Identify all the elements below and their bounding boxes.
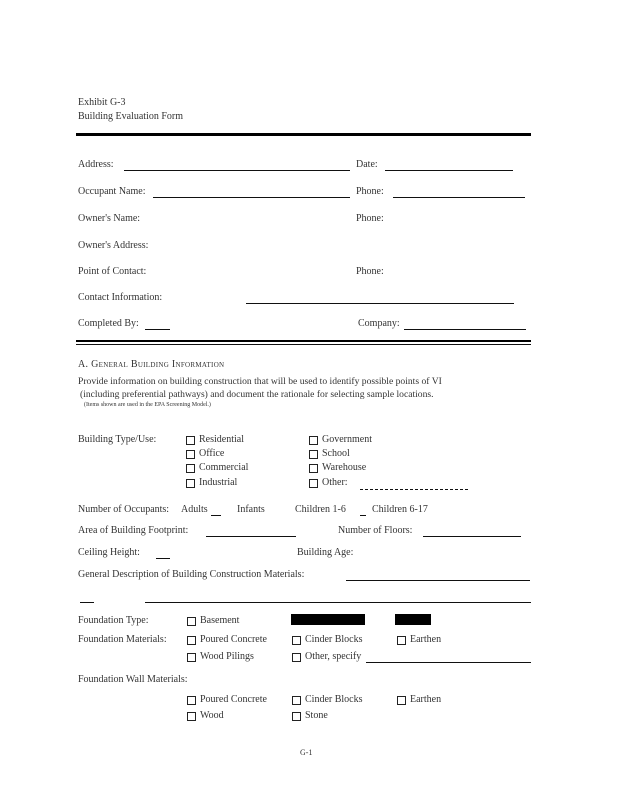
wall-wood-checkbox[interactable]	[187, 712, 196, 721]
section-rule	[76, 340, 531, 342]
wall-cinder-blocks-checkbox[interactable]	[292, 696, 301, 705]
intro-line-1: Provide information on building construction that will be used to identify possible points of VI	[78, 376, 442, 387]
office-checkbox[interactable]	[186, 450, 195, 459]
occupant-name-field[interactable]	[153, 197, 350, 198]
residential-label: Residential	[199, 434, 244, 445]
intro-note: (Items shown are used in the EPA Screening Model.)	[84, 402, 211, 408]
section-a-heading: A. General Building Information	[78, 359, 225, 370]
industrial-label: Industrial	[199, 477, 238, 488]
phone-label: Phone:	[356, 213, 384, 224]
materials-desc-field-2a[interactable]	[80, 602, 94, 603]
cinder-blocks-checkbox[interactable]	[292, 636, 301, 645]
children-1-6-label: Children 1-6	[295, 504, 346, 515]
poured-concrete-label: Poured Concrete	[200, 634, 267, 645]
section-rule-thin	[76, 344, 531, 345]
warehouse-checkbox[interactable]	[309, 464, 318, 473]
floors-field[interactable]	[423, 536, 521, 537]
school-checkbox[interactable]	[309, 450, 318, 459]
date-field[interactable]	[385, 170, 513, 171]
wall-cinder-blocks-label: Cinder Blocks	[305, 694, 363, 705]
other-checkbox[interactable]	[309, 479, 318, 488]
other-specify-label: Other, specify	[305, 651, 362, 662]
exhibit-label: Exhibit G-3	[78, 97, 126, 108]
poured-concrete-checkbox[interactable]	[187, 636, 196, 645]
children-1-6-field[interactable]	[360, 515, 366, 516]
basement-checkbox[interactable]	[187, 617, 196, 626]
wall-poured-concrete-label: Poured Concrete	[200, 694, 267, 705]
materials-desc-field[interactable]	[346, 580, 530, 581]
phone-label: Phone:	[356, 266, 384, 277]
occupants-label: Number of Occupants:	[78, 504, 170, 515]
foundation-type-label: Foundation Type:	[78, 615, 149, 626]
wood-pilings-checkbox[interactable]	[187, 653, 196, 662]
ceiling-label: Ceiling Height:	[78, 547, 140, 558]
date-label: Date:	[356, 159, 378, 170]
floors-label: Number of Floors:	[338, 525, 413, 536]
foundation-materials-label: Foundation Materials:	[78, 634, 167, 645]
point-of-contact-label: Point of Contact:	[78, 266, 147, 277]
intro-line-2: (including preferential pathways) and document the rationale for selecting sample locations.	[80, 389, 434, 400]
children-6-17-label: Children 6-17	[372, 504, 428, 515]
redaction-block	[395, 614, 431, 625]
warehouse-label: Warehouse	[322, 462, 367, 473]
contact-info-label: Contact Information:	[78, 292, 163, 303]
contact-info-field[interactable]	[246, 303, 514, 304]
form-title: Building Evaluation Form	[78, 111, 183, 122]
government-checkbox[interactable]	[309, 436, 318, 445]
footprint-field[interactable]	[206, 536, 296, 537]
infants-label: Infants	[237, 504, 265, 515]
wood-pilings-label: Wood Pilings	[200, 651, 254, 662]
wall-stone-label: Stone	[305, 710, 328, 721]
owner-address-label: Owner's Address:	[78, 240, 149, 251]
company-field[interactable]	[404, 329, 526, 330]
wall-materials-label: Foundation Wall Materials:	[78, 674, 188, 685]
commercial-checkbox[interactable]	[186, 464, 195, 473]
materials-desc-field-2[interactable]	[145, 602, 531, 603]
wall-poured-concrete-checkbox[interactable]	[187, 696, 196, 705]
basement-label: Basement	[200, 615, 240, 626]
occupant-name-label: Occupant Name:	[78, 186, 146, 197]
commercial-label: Commercial	[199, 462, 249, 473]
wall-earthen-checkbox[interactable]	[397, 696, 406, 705]
government-label: Government	[322, 434, 372, 445]
redaction-block	[291, 614, 365, 625]
earthen-label: Earthen	[410, 634, 442, 645]
completed-by-label: Completed By:	[78, 318, 139, 329]
wall-earthen-label: Earthen	[410, 694, 442, 705]
office-label: Office	[199, 448, 225, 459]
materials-desc-label: General Description of Building Construction Materials:	[78, 569, 305, 580]
company-label: Company:	[358, 318, 400, 329]
footprint-label: Area of Building Footprint:	[78, 525, 189, 536]
school-label: School	[322, 448, 350, 459]
address-field[interactable]	[124, 170, 350, 171]
residential-checkbox[interactable]	[186, 436, 195, 445]
occupant-phone-field[interactable]	[393, 197, 525, 198]
page-number: G-1	[300, 748, 313, 757]
wall-wood-label: Wood	[200, 710, 224, 721]
other-specify-checkbox[interactable]	[292, 653, 301, 662]
age-label: Building Age:	[297, 547, 354, 558]
completed-by-field[interactable]	[145, 329, 170, 330]
other-field[interactable]	[360, 489, 468, 490]
adults-field[interactable]	[211, 515, 221, 516]
earthen-checkbox[interactable]	[397, 636, 406, 645]
cinder-blocks-label: Cinder Blocks	[305, 634, 363, 645]
other-specify-field[interactable]	[366, 662, 531, 663]
top-rule	[76, 133, 531, 136]
ceiling-field[interactable]	[156, 558, 170, 559]
other-label: Other:	[322, 477, 348, 488]
address-label: Address:	[78, 159, 114, 170]
industrial-checkbox[interactable]	[186, 479, 195, 488]
owner-name-label: Owner's Name:	[78, 213, 141, 224]
wall-stone-checkbox[interactable]	[292, 712, 301, 721]
building-type-label: Building Type/Use:	[78, 434, 157, 445]
adults-label: Adults	[181, 504, 208, 515]
phone-label: Phone:	[356, 186, 384, 197]
